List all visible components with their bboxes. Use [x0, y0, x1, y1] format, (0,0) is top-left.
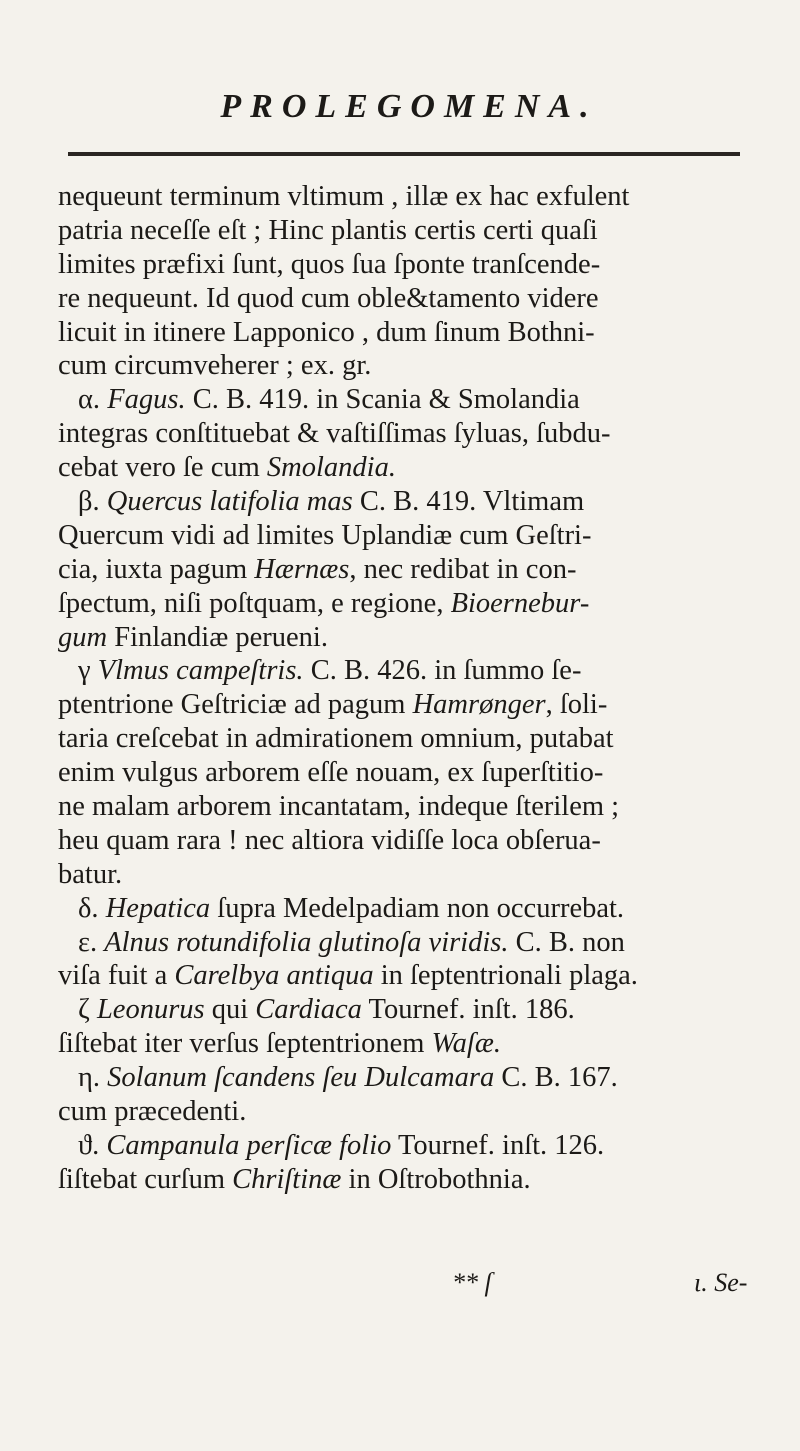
- text-segment: η.: [78, 1062, 108, 1094]
- italic-segment: Hærnæs: [254, 553, 350, 585]
- text-segment: nequeunt terminum vltimum , illæ ex hac exfulent: [58, 181, 630, 212]
- text-line: [58, 756, 748, 790]
- italic-segment: Vlmus campeſtris.: [97, 655, 304, 687]
- italic-segment: gum: [58, 621, 108, 653]
- text-segment: Tournef. inſt. 126.: [391, 1129, 605, 1161]
- text-segment: heu quam rara ! nec altiora vidiſſe loca obſerua-: [58, 824, 601, 856]
- text-segment: Tournef. inſt. 186.: [361, 994, 575, 1026]
- text-line: [58, 654, 748, 688]
- text-segment: re nequeunt. Id quod cum oble&tamento videre: [58, 282, 599, 314]
- text-line: [58, 349, 748, 383]
- text-line: [58, 858, 748, 892]
- text-segment: ptentrione Geſtriciæ ad pagum: [58, 689, 413, 721]
- text-line: [58, 248, 748, 282]
- text-line: [58, 1027, 748, 1061]
- page-footer: [0, 1268, 800, 1302]
- text-line: [58, 180, 748, 214]
- italic-segment: Alnus rotundifolia glutinoſa viridis.: [104, 926, 509, 958]
- text-segment: in Oſtrobothnia.: [341, 1163, 531, 1195]
- text-segment: viſa fuit a: [58, 960, 175, 992]
- text-segment: cebat vero ſe cum: [58, 452, 267, 484]
- text-line: [58, 451, 748, 485]
- italic-segment: Carelbya antiqua: [174, 960, 374, 992]
- text-line: [58, 1061, 748, 1095]
- text-segment: patria neceſſe eſt ; Hinc plantis certis certi quaſi: [58, 214, 598, 246]
- text-segment: ſiſtebat curſum: [58, 1163, 233, 1195]
- signature-mark: ** ſ: [452, 1268, 492, 1297]
- text-line: [58, 383, 748, 417]
- italic-segment: Chriſtinæ: [232, 1163, 342, 1195]
- text-segment: γ: [78, 655, 98, 687]
- text-line: [58, 688, 748, 722]
- text-line: [58, 892, 748, 926]
- body-text: [58, 180, 748, 1197]
- text-line: [58, 282, 748, 316]
- italic-segment: Solanum ſcandens ſeu Dulcamara: [107, 1062, 495, 1094]
- running-title: PROLEGOMENA.: [220, 88, 598, 125]
- text-segment: batur.: [58, 858, 123, 890]
- text-segment: δ.: [78, 892, 106, 924]
- text-line: [58, 1095, 748, 1129]
- text-segment: C. B. 419. Vltimam: [352, 486, 585, 518]
- text-line: [58, 722, 748, 756]
- text-segment: C. B. 426. in ſummo ſe-: [303, 655, 582, 687]
- text-segment: ne malam arborem incantatam, indeque ſterilem ;: [58, 791, 620, 823]
- text-segment: cum circumveherer ; ex. gr.: [58, 350, 372, 382]
- text-line: [58, 790, 748, 824]
- text-segment: in ſeptentrionali plaga.: [373, 960, 638, 992]
- text-line: [58, 214, 748, 248]
- italic-segment: Campanula perſicæ folio: [106, 1129, 392, 1161]
- text-segment: C. B. 167.: [494, 1062, 618, 1094]
- italic-segment: Hamrønger: [412, 689, 546, 721]
- text-segment: Finlandiæ perueni.: [107, 621, 328, 653]
- italic-segment: Bioernebur-: [450, 587, 590, 619]
- text-line: [58, 519, 748, 553]
- text-segment: qui: [204, 994, 256, 1026]
- italic-segment: Leonurus: [96, 994, 205, 1026]
- text-segment: limites præfixi ſunt, quos ſua ſponte tranſcende-: [58, 248, 601, 280]
- text-line: [58, 587, 748, 621]
- text-segment: cia, iuxta pagum: [58, 553, 255, 585]
- text-segment: integras conſtituebat & vaſtiſſimas ſyluas, ſubdu-: [58, 418, 611, 450]
- text-line: [58, 926, 748, 960]
- text-segment: taria creſcebat in admirationem omnium, putabat: [58, 723, 614, 755]
- text-segment: ſupra Medelpadiam non occurrebat.: [210, 892, 625, 924]
- text-segment: ε.: [78, 926, 105, 958]
- text-segment: C. B. 419. in Scania & Smolandia: [185, 384, 580, 416]
- text-line: [58, 1163, 748, 1197]
- text-line: [58, 1129, 748, 1163]
- text-line: [58, 316, 748, 350]
- text-line: [58, 824, 748, 858]
- italic-segment: Quercus latifolia mas: [106, 486, 353, 518]
- text-line: [58, 621, 748, 655]
- header-rule: [68, 152, 740, 156]
- italic-segment: Hepatica: [105, 892, 211, 924]
- text-segment: licuit in itinere Lapponico , dum ſinum Bothni-: [58, 316, 595, 348]
- text-line: [58, 553, 748, 587]
- text-line: [58, 959, 748, 993]
- italic-segment: Waſæ.: [431, 1028, 501, 1060]
- text-line: [58, 485, 748, 519]
- text-segment: C. B. non: [508, 926, 625, 958]
- text-segment: cum præcedenti.: [58, 1096, 247, 1128]
- italic-segment: Cardiaca: [255, 994, 362, 1026]
- catchword: ι. Se-: [694, 1268, 748, 1297]
- text-segment: , ſoli-: [545, 689, 608, 721]
- text-segment: enim vulgus arborem eſſe nouam, ex ſuperſtitio-: [58, 757, 604, 789]
- text-line: [58, 417, 748, 451]
- text-segment: ſpectum, niſi poſtquam, e regione,: [58, 587, 451, 619]
- text-segment: ſiſtebat iter verſus ſeptentrionem: [58, 1028, 432, 1060]
- text-line: [58, 993, 748, 1027]
- text-segment: ζ: [78, 994, 97, 1026]
- text-segment: Quercum vidi ad limites Uplandiæ cum Geſtri-: [58, 519, 592, 551]
- italic-segment: Smolandia.: [266, 452, 396, 484]
- text-segment: ϑ.: [78, 1129, 107, 1161]
- italic-segment: Fagus.: [107, 384, 186, 416]
- text-segment: , nec redibat in con-: [349, 553, 577, 585]
- text-segment: α.: [78, 384, 108, 416]
- text-segment: β.: [78, 486, 107, 518]
